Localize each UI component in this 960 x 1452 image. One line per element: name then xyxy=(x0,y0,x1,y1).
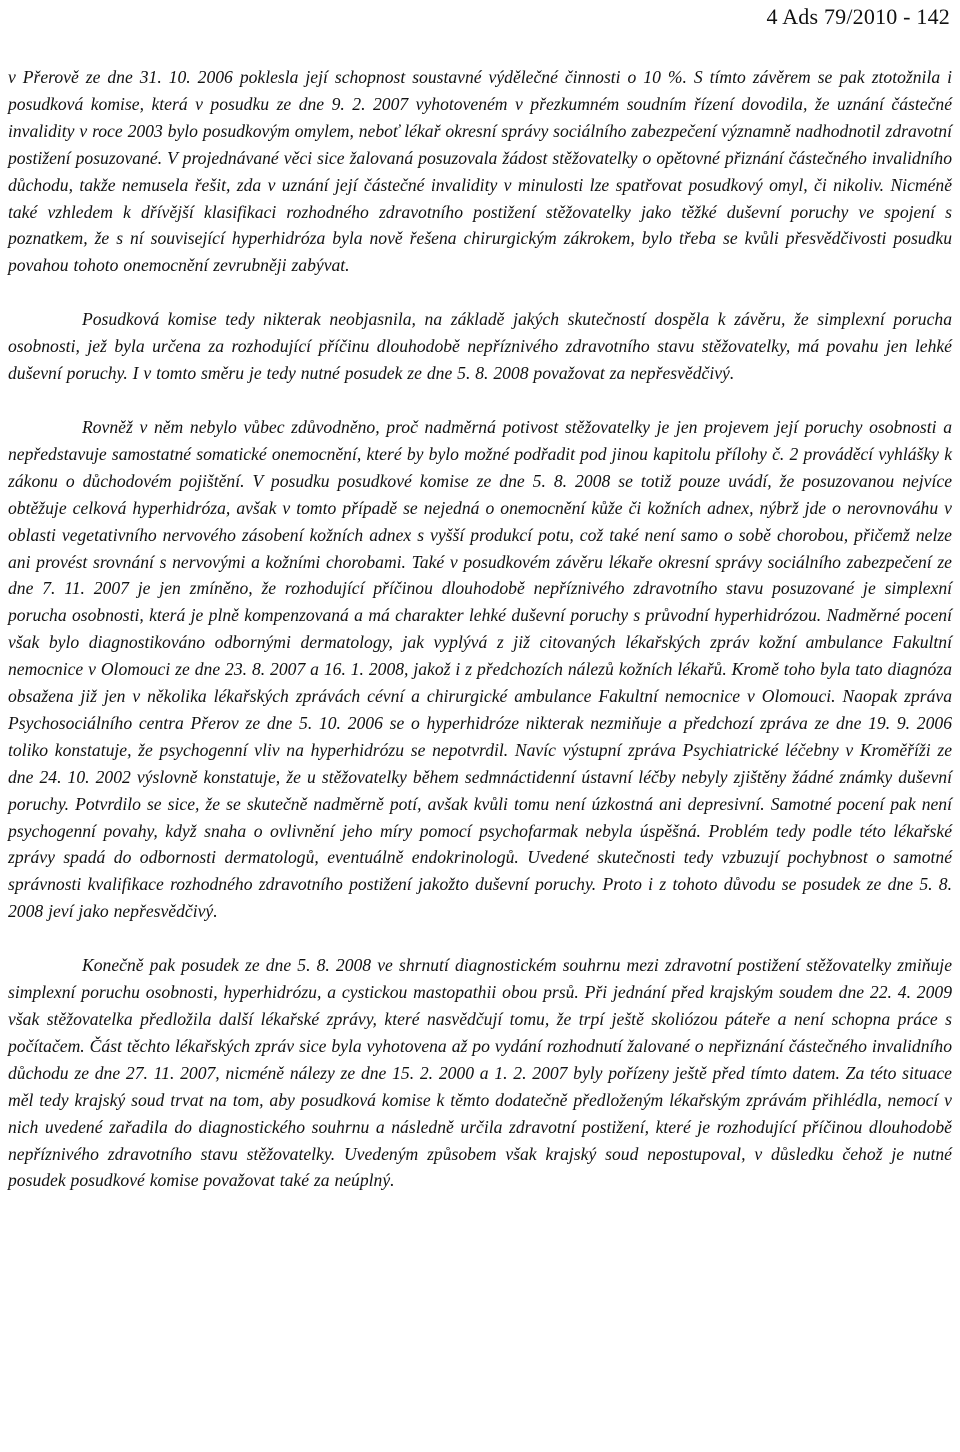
paragraph-commission-assessment: Posudková komise tedy nikterak neobjasnila, na základě jakých skutečností dospěla k závěru, že simplexní porucha osobnosti, jež byla určena za rozhodující příčinu dlouhodobě nepříznivého zdravotního stavu stěžovatelky, má povahu jen lehké duševní poruchy. I v tomto směru je tedy nutné posudek ze dne 5. 8. 2008 považovat za nepřesvědčivý. xyxy=(8,309,952,384)
paragraph-conclusion: Konečně pak posudek ze dne 5. 8. 2008 ve shrnutí diagnostickém souhrnu mezi zdravotní postižení stěžovatelky zmiňuje simplexní poruchu osobnosti, hyperhidrózu, a cystickou mastopathii obou prsů. Při jednání před krajským soudem dne 22. 4. 2009 však stěžovatelka předložila další lékařské zprávy, které nasvědčují tomu, že trpí ještě skoliózou páteře a není schopna práce s počítačem. Část těchto lékařských zpráv sice byla vyhotovena až po vydání rozhodnutí žalované o nepřiznání částečného invalidního důchodu ze dne 27. 11. 2007, nicméně nálezy ze dne 15. 2. 2000 a 1. 2. 2007 byly pořízeny ještě před tímto datem. Za této situace měl tedy krajský soud trvat na tom, aby posudková komise k těmto dodatečně předloženým lékařským zprávám přihlédla, nemocí v nich uvedené zařadila do diagnostického souhrnu a následně určila zdravotní postižení, které je rozhodující příčinou dlouhodobě nepříznivého zdravotního stavu stěžovatelky. Uvedeným způsobem však krajský soud nepostupoval, v důsledku čehož je nutné posudek posudkové komise považovat také za neúplný. xyxy=(8,955,952,1191)
paragraph-hyperhidrosis: Rovněž v něm nebylo vůbec zdůvodněno, proč nadměrná potivost stěžovatelky je jen projevem její poruchy osobnosti a nepředstavuje samostatné somatické onemocnění, které by bylo možné podřadit pod jinou kapitolu přílohy č. 2 prováděcí vyhlášky k zákonu o důchodovém pojištění. V posudku posudkové komise ze dne 5. 8. 2008 se totiž pouze uvádí, že posuzovanou nejvíce obtěžuje celková hyperhidróza, avšak v tomto případě se nejedná o onemocnění kůže či kožních adnex, nýbrž jde o nerovnováhu v oblasti vegetativního nervového zásobení kožních adnex s vyšší produkcí potu, což také není samo o sobě chorobou, přičemž nelze ani provést srovnání s nervovými a kožními chorobami. Také v posudkovém závěru lékaře okresní správy sociálního zabezpečení ze dne 7. 11. 2007 je jen zmíněno, že rozhodující příčinou dlouhodobě nepříznivého zdravotního stavu posuzované je simplexní porucha osobnosti, která je plně kompenzovaná a má charakter lehké duševní poruchy s průvodní hyperhidrózou. Nadměrné pocení však bylo diagnostikováno odbornými dermatology, jak vyplývá z již citovaných lékařských zpráv kožní ambulance Fakultní nemocnice v Olomouci ze dne 23. 8. 2007 a 16. 1. 2008, jakož i z předchozích nálezů kožních lékařů. Kromě toho byla tato diagnóza obsažena již jen v několika lékařských zprávách cévní a chirurgické ambulance Fakultní nemocnice v Olomouci. Naopak zpráva Psychosociálního centra Přerov ze dne 5. 10. 2006 se o hyperhidróze nikterak nezmiňuje a předchozí zpráva ze dne 19. 9. 2006 toliko konstatuje, že psychogenní vliv na hyperhidrózu se nepotvrdil. Navíc výstupní zpráva Psychiatrické léčebny v Kroměříži ze dne 24. 10. 2002 výslovně konstatuje, že u stěžovatelky během sedmnáctidenní ústavní léčby nebyly zjištěny žádné známky duševní poruchy. Potvrdilo se sice, že se skutečně nadměrně potí, avšak kvůli tomu není úzkostná ani depresivní. Samotné pocení pak není psychogenní povahy, když snaha o ovlivnění jeho míry pomocí psychofarmak nebyla úspěšná. Problém tedy podle této lékařské zprávy spadá do odbornosti dermatologů, eventuálně endokrinologů. Uvedené skutečnosti tedy vzbuzují pochybnost o samotné správnosti kvalifikace rozhodného zdravotního postižení jakožto duševní poruchy. Proto i z tohoto důvodu se posudek ze dne 5. 8. 2008 jeví jako nepřesvědčivý. xyxy=(8,416,952,922)
document-reference-header: 4 Ads 79/2010 - 142 xyxy=(766,4,950,29)
paragraph-continuation: v Přerově ze dne 31. 10. 2006 poklesla její schopnost soustavné výdělečné činnosti o 10 %. S tímto závěrem se pak ztotožnila i posudková komise, která v posudku ze dne 9. 2. 2007 vyhotoveném v přezkumném soudním řízení dovodila, že uznání částečné invalidity v roce 2003 bylo posudkovým omylem, neboť lékař okresní správy sociálního zabezpečení významně nadhodnotil zdravotní postižení posuzované. V projednávané věci sice žalovaná posuzovala žádost stěžovatelky o opětovné přiznání částečného invalidního důchodu, takže nemusela řešit, zda v uznání její částečné invalidity v minulosti lze spatřovat posudkový omyl, či nikoliv. Nicméně také vzhledem k dřívější klasifikaci rozhodného zdravotního postižení stěžovatelky jako těžké duševní poruchy ve spojení s poznatkem, že s ní související hyperhidróza byla nově řešena chirurgickým zákrokem, bylo třeba se kvůli přesvědčivosti posudku povahou tohoto onemocnění zevrubněji zabývat. xyxy=(8,67,952,276)
document-body xyxy=(8,64,952,1194)
